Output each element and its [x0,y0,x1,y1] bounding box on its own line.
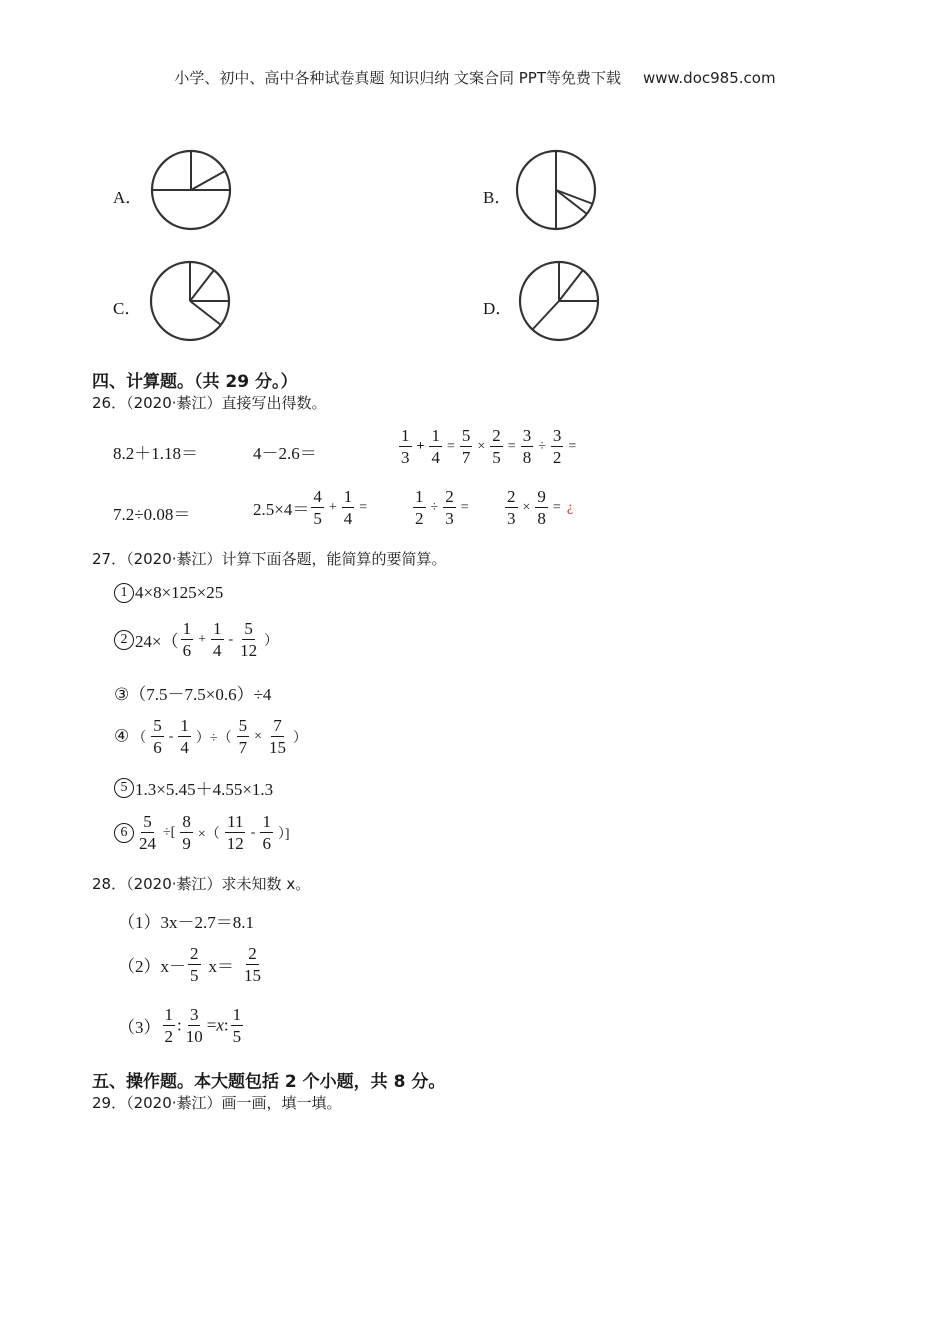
fraction: $\frac{2}{5}$ [492,426,501,467]
fraction: $\frac{1}{4}$ [431,426,440,467]
question-source: （2020·綦江） [126,1094,222,1112]
fraction: $\frac{4}{5}$ [313,487,322,528]
fraction: $\frac{1}{4}$ [213,619,222,660]
fraction: $\frac{1}{4}$ [180,716,189,757]
q26-fraction-row-1: $\frac{1}{3}$ + $\frac{1}{4}$ = $\frac{5}{7}$ × $\frac{2}{5}$ = $\frac{3}{8}$ ÷ $\frac{3}{2}$ = [401,426,577,467]
question-26-header [92,392,327,413]
fraction: $\frac{5}{7}$ [461,426,471,467]
fraction: $\frac{3}{10}$ [185,1005,203,1046]
header-text: 小学、初中、高中各种试卷真题 知识归纳 文案合同 PPT等免费下载 [174,69,621,87]
fraction: $\frac{1}{5}$ [232,1005,242,1046]
section-4-title: 四、计算题。（共 29 分。） [92,372,298,392]
header-site: www.doc985.com [642,69,776,87]
q27-item-4: ④ （ $\frac{5}{6}$ - $\frac{1}{4}$ ）÷（ $\frac{5}{7}$ × $\frac{7}{15}$ ） [114,716,308,757]
red-mark: ¿ [566,499,574,515]
page-header [0,67,950,88]
question-28-header [92,873,310,894]
fraction: $\frac{9}{8}$ [537,487,546,528]
q26-expr-1: 8.2＋1.18＝ [113,444,198,463]
fraction: $\frac{1}{4}$ [343,487,353,528]
option-b-label: B． [483,188,512,207]
question-number: 28． [92,875,127,893]
question-number: 29． [92,1094,127,1112]
q26-expr-3: 7.2÷0.08＝ [113,505,191,524]
q27-item-5: 5 1.3×5.45＋4.55×1.3 [114,775,273,800]
fraction: $\frac{2}{15}$ [244,944,261,985]
q28-part-2: （2）x－ $\frac{2}{5}$ x＝ $\frac{2}{15}$ [118,944,261,985]
q27-item-1: 1 4×8×125×25 [114,582,223,603]
circled-number: 2 [114,630,134,650]
pie-chart-b [513,148,599,234]
fraction: $\frac{11}{12}$ [226,812,244,853]
fraction: $\frac{5}{12}$ [240,619,258,660]
question-text: 计算下面各题，能简算的要简算。 [221,550,447,568]
q27-item-3: ③（7.5－7.5×0.6）÷4 [114,685,272,704]
fraction: $\frac{2}{3}$ [445,487,454,528]
fraction: $\frac{1}{3}$ [401,426,410,467]
fraction: $\frac{5}{6}$ [153,716,162,757]
question-text: 求未知数 x。 [221,875,311,893]
q26-fraction-row-2b: $\frac{1}{2}$ ÷ $\frac{2}{3}$ = [415,487,469,528]
question-27-header [92,548,447,569]
fraction: $\frac{3}{2}$ [552,426,562,467]
question-source: （2020·綦江） [126,550,222,568]
circled-number: 5 [114,778,134,798]
question-text: 直接写出得数。 [221,394,327,412]
q28-part-1: （1）3x－2.7＝8.1 [118,913,254,932]
circled-number: 1 [114,583,134,603]
option-a-label: A． [113,188,143,207]
fraction: $\frac{7}{15}$ [269,716,287,757]
q26-expr-2: 4－2.6＝ [253,444,317,463]
circled-number: 6 [114,823,134,843]
question-text: 画一画，填一填。 [221,1094,342,1112]
question-29-header [92,1092,342,1113]
question-number: 26． [92,394,127,412]
question-number: 27． [92,550,127,568]
q26-fraction-row-2a: 2.5×4＝ $\frac{4}{5}$ + $\frac{1}{4}$ = [253,487,368,528]
q27-item-2: 2 24×（ $\frac{1}{6}$ + $\frac{1}{4}$ - $\frac{5}{12}$ ） [114,619,281,660]
pie-chart-a [148,148,234,234]
section-5-title: 五、操作题。本大题包括 2 个小题，共 8 分。 [92,1072,446,1092]
fraction: $\frac{2}{3}$ [507,487,516,528]
fraction: $\frac{1}{2}$ [415,487,424,528]
fraction: $\frac{2}{5}$ [190,944,199,985]
q28-part-3: （3） $\frac{1}{2}$ : $\frac{3}{10}$ =x: $\frac{1}{5}$ [118,1005,242,1046]
fraction: $\frac{5}{24}$ [139,812,156,853]
question-source: （2020·綦江） [126,875,222,893]
pie-chart-d [516,258,602,344]
fraction: $\frac{5}{7}$ [238,716,248,757]
fraction: $\frac{1}{6}$ [182,619,192,660]
pie-chart-c [147,258,233,344]
fraction: $\frac{3}{8}$ [522,426,532,467]
q26-fraction-row-2c: $\frac{2}{3}$ × $\frac{9}{8}$ = ¿ [507,487,574,528]
q27-item-6: 6 $\frac{5}{24}$ ÷[ $\frac{8}{9}$ ×（ $\frac{11}{12}$ - $\frac{1}{6}$ ）] [114,812,293,853]
fraction: $\frac{1}{2}$ [164,1005,173,1046]
option-c-label: C． [113,299,142,318]
option-d-label: D． [483,299,513,318]
question-source: （2020·綦江） [126,394,222,412]
fraction: $\frac{8}{9}$ [182,812,191,853]
fraction: $\frac{1}{6}$ [262,812,271,853]
